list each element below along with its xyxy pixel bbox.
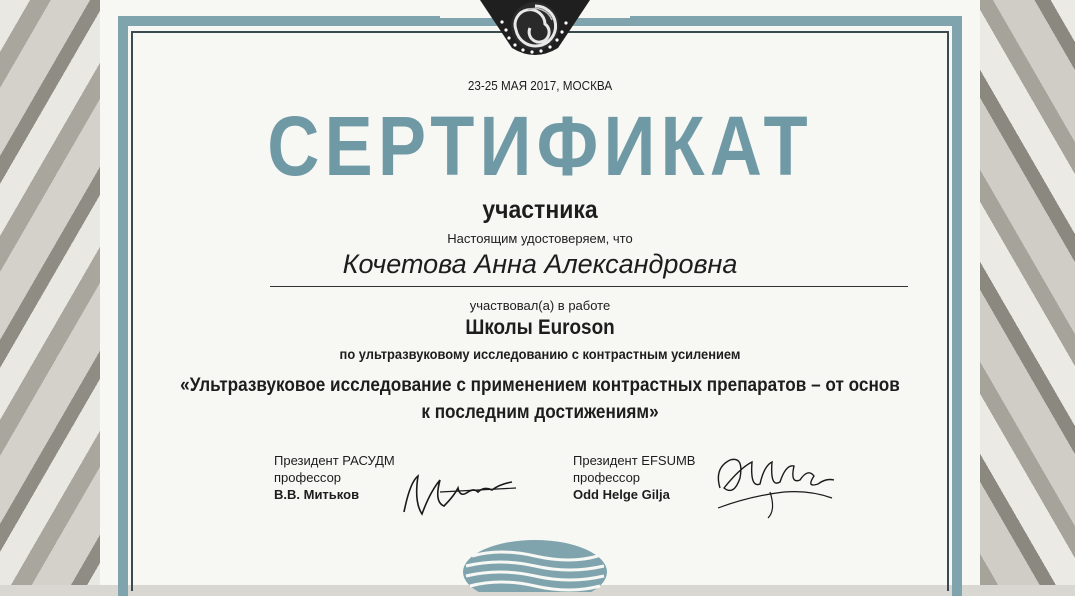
certificate-sheet: [100, 0, 980, 585]
event-date: 23-25 МАЯ 2017, МОСКВА: [467, 78, 613, 93]
participated-text: участвовал(а) в работе: [469, 298, 611, 313]
certificate-subtitle: участника: [482, 196, 598, 224]
nautilus-shell-logo-icon: [440, 0, 630, 70]
handwritten-signature-left-icon: [400, 462, 520, 522]
signer-title-right: профессор: [573, 470, 641, 485]
signer-role-right: Президент EFSUMB: [573, 453, 696, 468]
participant-name: Кочетова Анна Александровна: [342, 249, 738, 279]
handwritten-signature-right-icon: [710, 448, 840, 523]
signer-name-left: В.В. Митьков: [274, 487, 360, 502]
school-topic: по ультразвуковому исследованию с контрастным усилением: [339, 346, 741, 362]
signature-block-right: [573, 452, 695, 503]
signature-block-left: [274, 452, 395, 503]
course-title-line-2: к последним достижениям»: [421, 401, 659, 423]
wave-emblem-logo-icon: [460, 532, 610, 592]
signer-title-left: профессор: [274, 470, 342, 485]
certify-text: Настоящим удостоверяем, что: [447, 231, 633, 246]
signer-name-right: Odd Helge Gilja: [573, 487, 670, 502]
course-title-line-1: «Ультразвуковое исследование с применением контрастных препаратов – от основ: [180, 374, 900, 396]
school-name: Школы Euroson: [465, 316, 615, 339]
certificate-title: СЕРТИФИКАТ: [267, 99, 813, 193]
name-underline: [270, 286, 908, 287]
signer-role-left: Президент РАСУДМ: [274, 453, 395, 468]
